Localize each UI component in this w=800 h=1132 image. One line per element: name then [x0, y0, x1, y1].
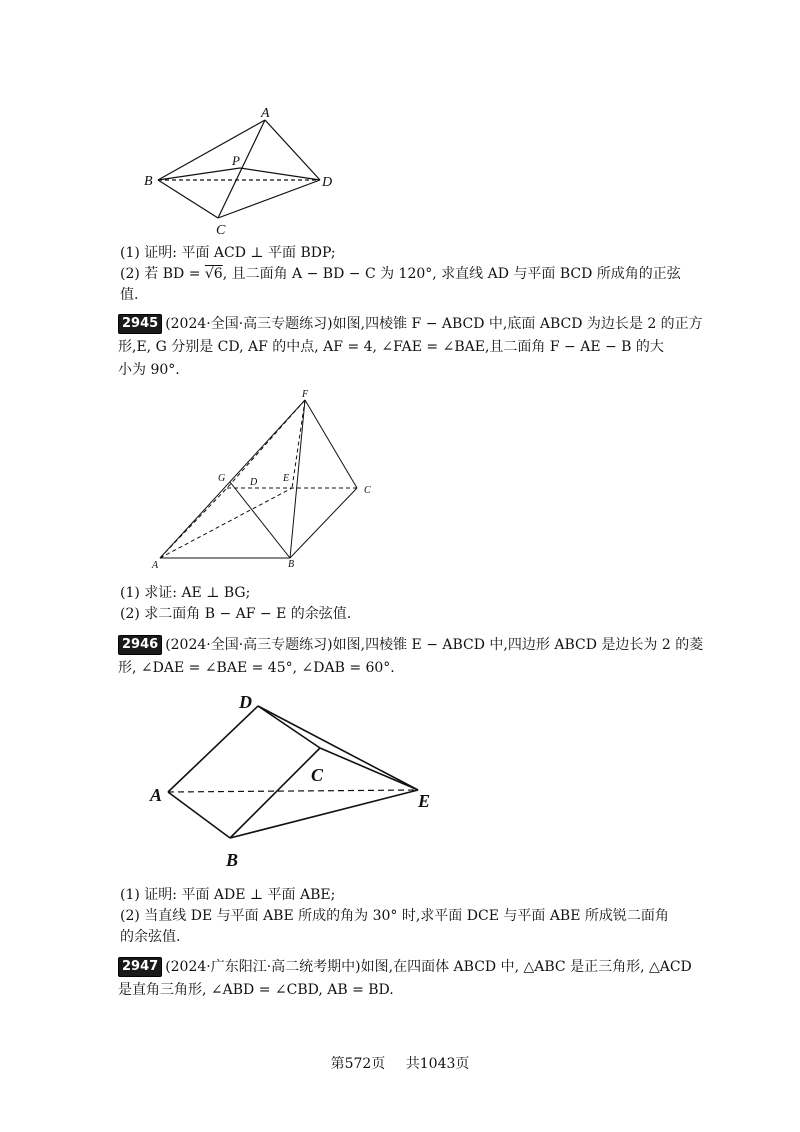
- label-a: A: [150, 785, 163, 805]
- label-f: F: [302, 389, 309, 400]
- label-a: A: [261, 106, 270, 121]
- problem-2945-line-1: 2945 (2024·全国·高三专题练习)如图,四棱锥 F − ABCD 中,底面 ABCD 为边长是 2 的正方: [118, 314, 703, 334]
- sqrt-6: √6: [204, 266, 223, 282]
- problem-2946-line-1: 2946 (2024·全国·高三专题练习)如图,四棱锥 E − ABCD 中,四边形 ABCD 是边长为 2 的菱: [118, 635, 703, 655]
- problem-number-badge: 2947: [118, 957, 162, 977]
- problem-2947-line-2: 是直角三角形, ∠ABD = ∠CBD, AB = BD.: [118, 982, 394, 998]
- question-2-cont: 值.: [120, 287, 139, 303]
- label-e: E: [418, 791, 431, 811]
- label-d: D: [239, 692, 252, 712]
- question-1: (1) 证明: 平面 ACD ⊥ 平面 BDP;: [120, 245, 336, 261]
- figure-pyramid-abcd-p: [130, 100, 350, 240]
- question-2-cont: 的余弦值.: [120, 929, 181, 945]
- label-c: C: [216, 223, 226, 238]
- problem-2947-line-1: 2947 (2024·广东阳江·高二统考期中)如图,在四面体 ABCD 中, △ABC 是正三角形, △ACD: [118, 957, 692, 977]
- label-e: E: [283, 473, 290, 484]
- page-total: 共1043页: [405, 1056, 470, 1072]
- question-2: (2) 若 BD = √6, 且二面角 A − BD − C 为 120°, 求直线 AD 与平面 BCD 所成角的正弦: [120, 266, 681, 282]
- label-d: D: [250, 477, 258, 488]
- label-c: C: [364, 485, 371, 496]
- figure-pyramid-e-abcd: [140, 688, 450, 870]
- label-p: P: [232, 153, 240, 168]
- label-g: G: [218, 473, 226, 484]
- problem-2946-line-2: 形, ∠DAE = ∠BAE = 45°, ∠DAB = 60°.: [118, 660, 395, 676]
- problem-number-badge: 2945: [118, 314, 162, 334]
- label-c: C: [311, 765, 324, 785]
- question-1: (1) 求证: AE ⊥ BG;: [120, 585, 251, 601]
- figure-pyramid-f-abcd: [145, 385, 385, 575]
- page-number: 第572页: [330, 1056, 386, 1072]
- question-2: (2) 求二面角 B − AF − E 的余弦值.: [120, 606, 352, 622]
- label-d: D: [322, 175, 333, 190]
- label-b: B: [226, 850, 239, 870]
- page-footer: [0, 1053, 800, 1073]
- question-1: (1) 证明: 平面 ADE ⊥ 平面 ABE;: [120, 887, 336, 903]
- label-b: B: [288, 559, 295, 570]
- question-2: (2) 当直线 DE 与平面 ABE 所成的角为 30° 时,求平面 DCE 与平面 ABE 所成锐二面角: [120, 908, 669, 924]
- problem-2945-line-3: 小为 90°.: [118, 362, 180, 378]
- problem-2945-line-2: 形,E, G 分别是 CD, AF 的中点, AF = 4, ∠FAE = ∠BAE,且二面角 F − AE − B 的大: [118, 339, 664, 355]
- label-a: A: [152, 560, 159, 571]
- label-b: B: [144, 174, 153, 189]
- problem-number-badge: 2946: [118, 635, 162, 655]
